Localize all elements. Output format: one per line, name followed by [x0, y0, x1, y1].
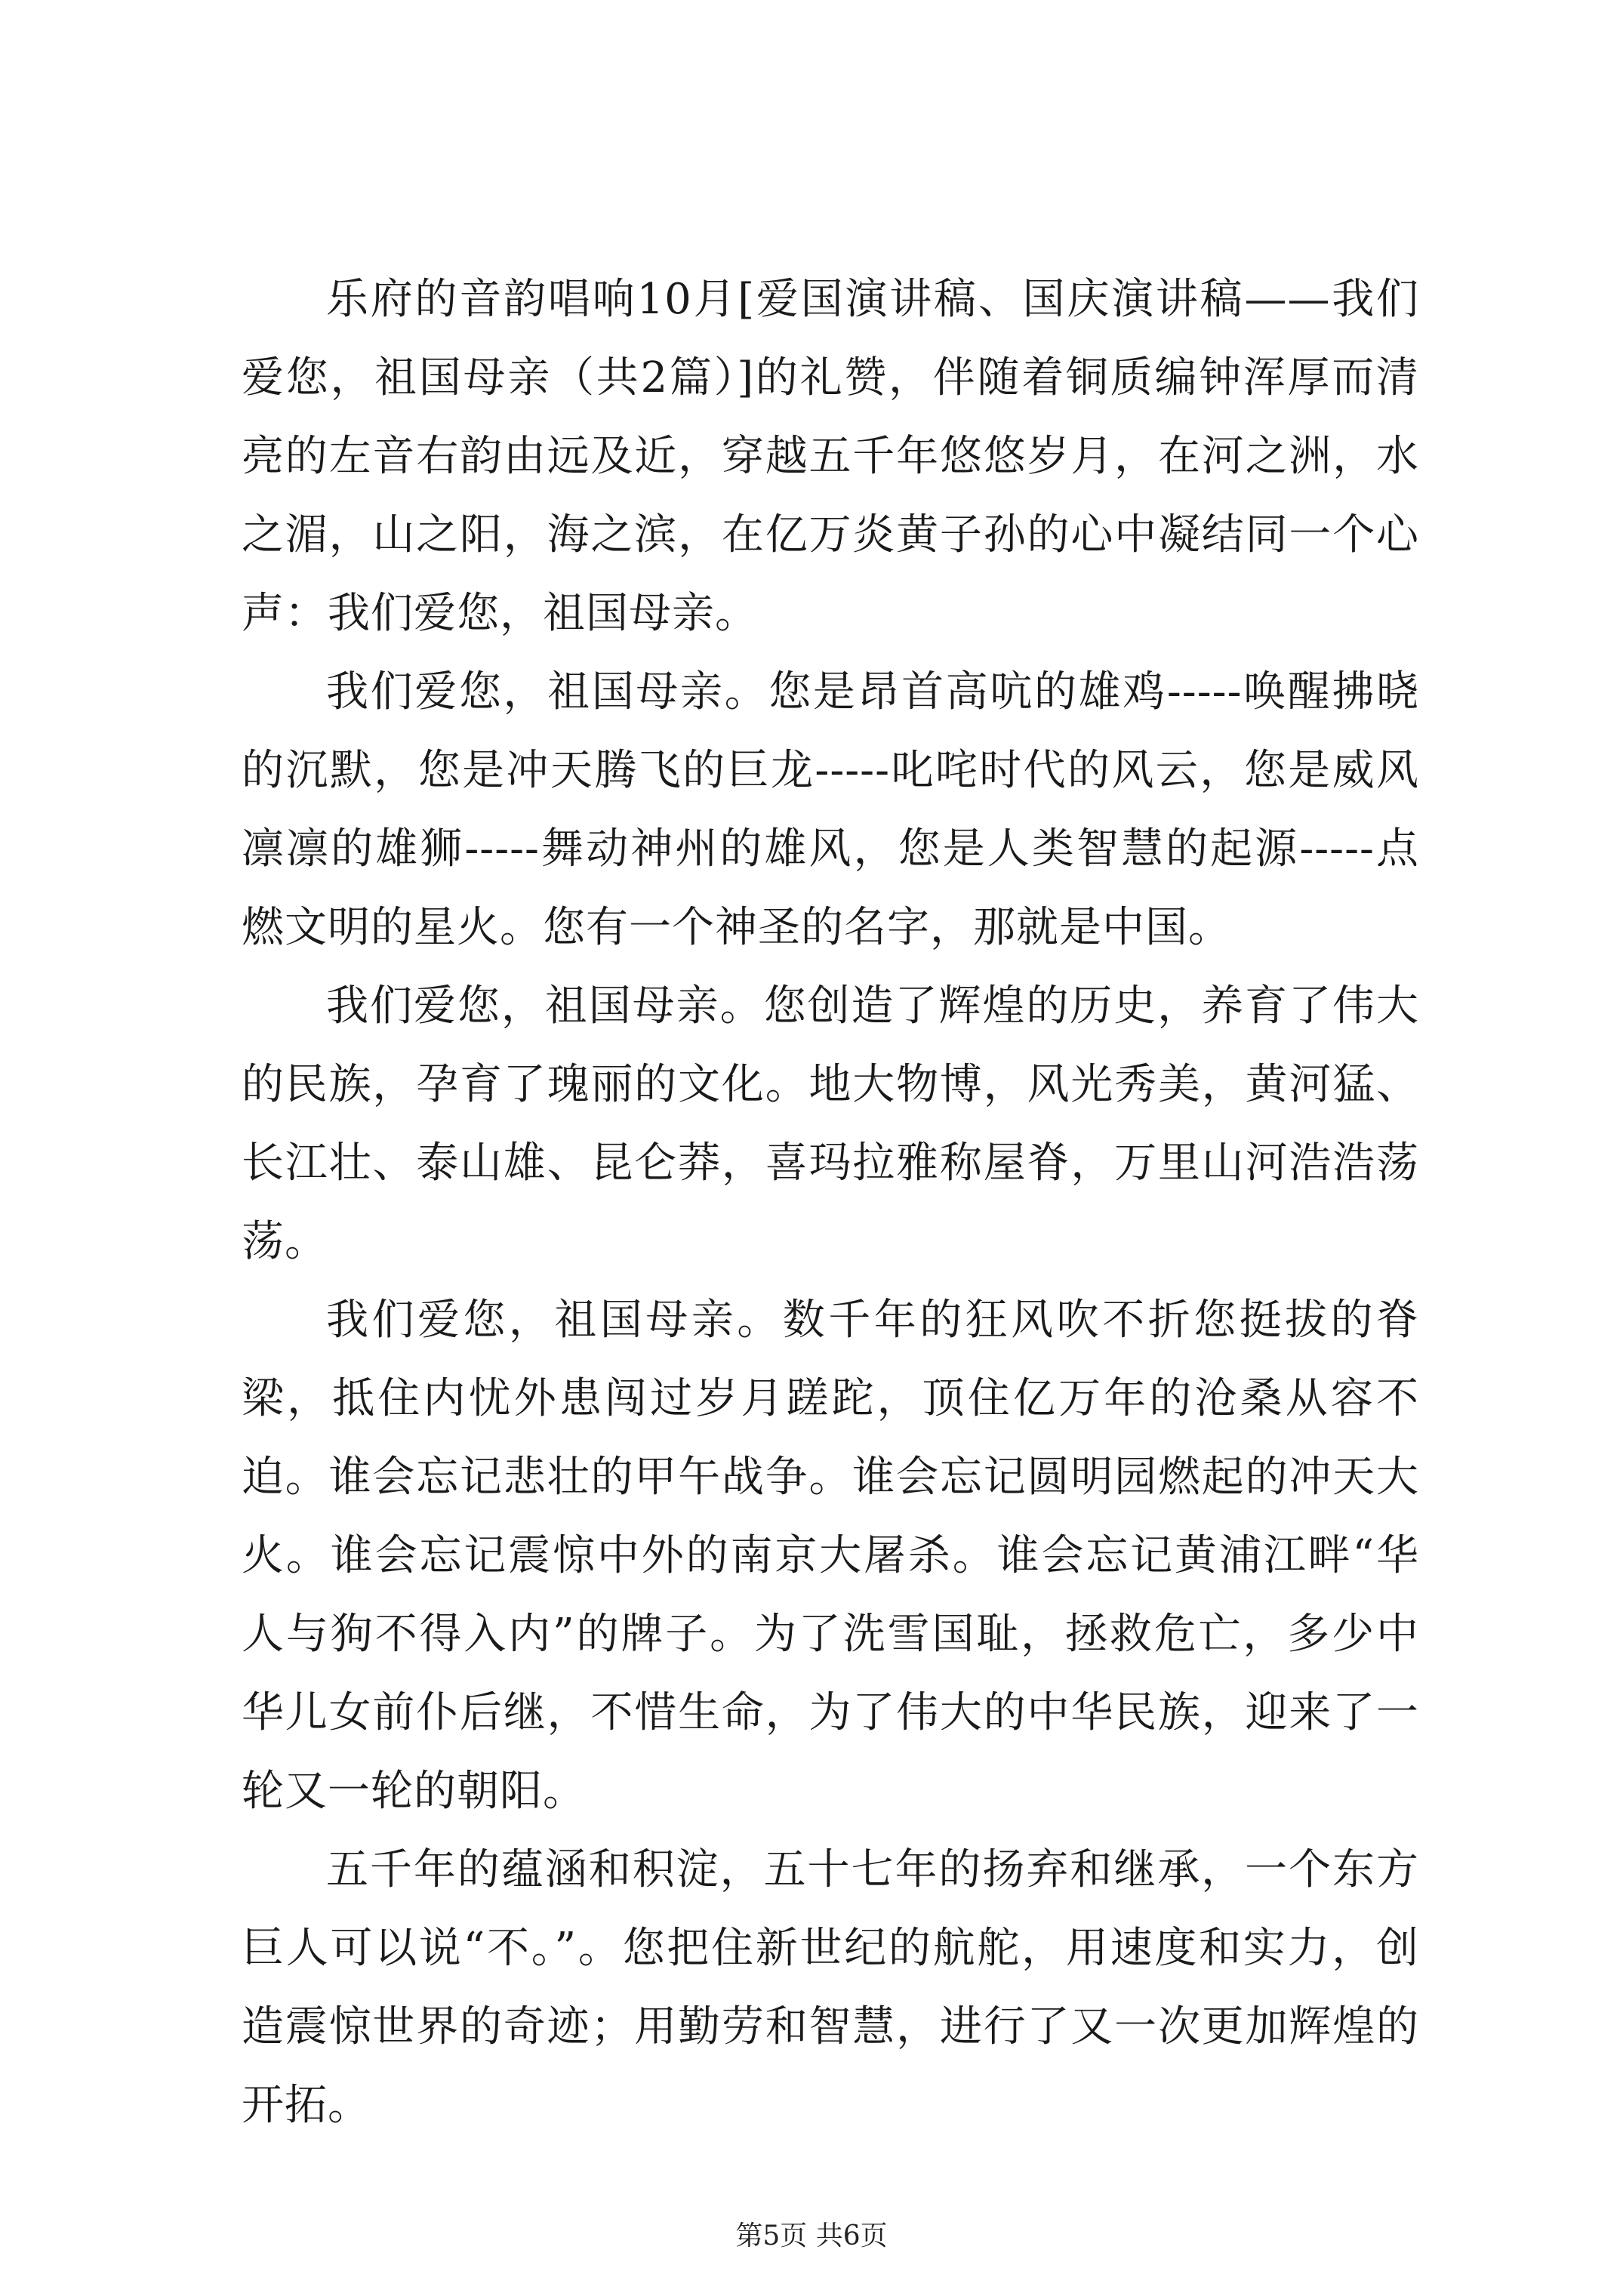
paragraph: 我们爱您，祖国母亲。数千年的狂风吹不折您挺拔的脊梁，抵住内忧外患闯过岁月蹉跎，顶住亿万年的沧桑从容不迫。谁会忘记悲壮的甲午战争。谁会忘记圆明园燃起的冲天大火。谁会忘记震惊中外的南京大屠杀。谁会忘记黄浦江畔“华人与狗不得入内”的牌子。为了洗雪国耻，拯救危亡，多少中华儿女前仆后继，不惜生命，为了伟大的中华民族，迎来了一轮又一轮的朝阳。: [242, 1296, 1419, 1816]
document-body: [242, 260, 1419, 2145]
page-footer: 第5页 共6页: [735, 2220, 888, 2251]
paragraph: 乐府的音韵唱响10月[爱国演讲稿、国庆演讲稿——我们爱您，祖国母亲（共2篇）]的礼赞，伴随着铜质编钟浑厚而清亮的左音右韵由远及近，穿越五千年悠悠岁月，在河之洲，水之湄，山之阳，海之滨，在亿万炎黄子孙的心中凝结同一个心声：我们爱您，祖国母亲。: [242, 275, 1419, 638]
paragraph: 我们爱您，祖国母亲。您是昂首高吭的雄鸡-----唤醒拂晓的沉默，您是冲天腾飞的巨龙-----叱咤时代的风云，您是威风凛凛的雄狮-----舞动神州的雄风，您是人类智慧的起源-----点燃文明的星火。您有一个神圣的名字，那就是中国。: [242, 667, 1419, 952]
paragraph: 我们爱您，祖国母亲。您创造了辉煌的历史，养育了伟大的民族，孕育了瑰丽的文化。地大物博，风光秀美，黄河猛、长江壮、泰山雄、昆仑莽，喜玛拉雅称屋脊，万里山河浩浩荡荡。: [242, 982, 1419, 1266]
paragraph: 五千年的蕴涵和积淀，五十七年的扬弃和继承，一个东方巨人可以说“不。”。您把住新世纪的航舵，用速度和实力，创造震惊世界的奇迹；用勤劳和智慧，进行了又一次更加辉煌的开拓。: [242, 1845, 1419, 2130]
